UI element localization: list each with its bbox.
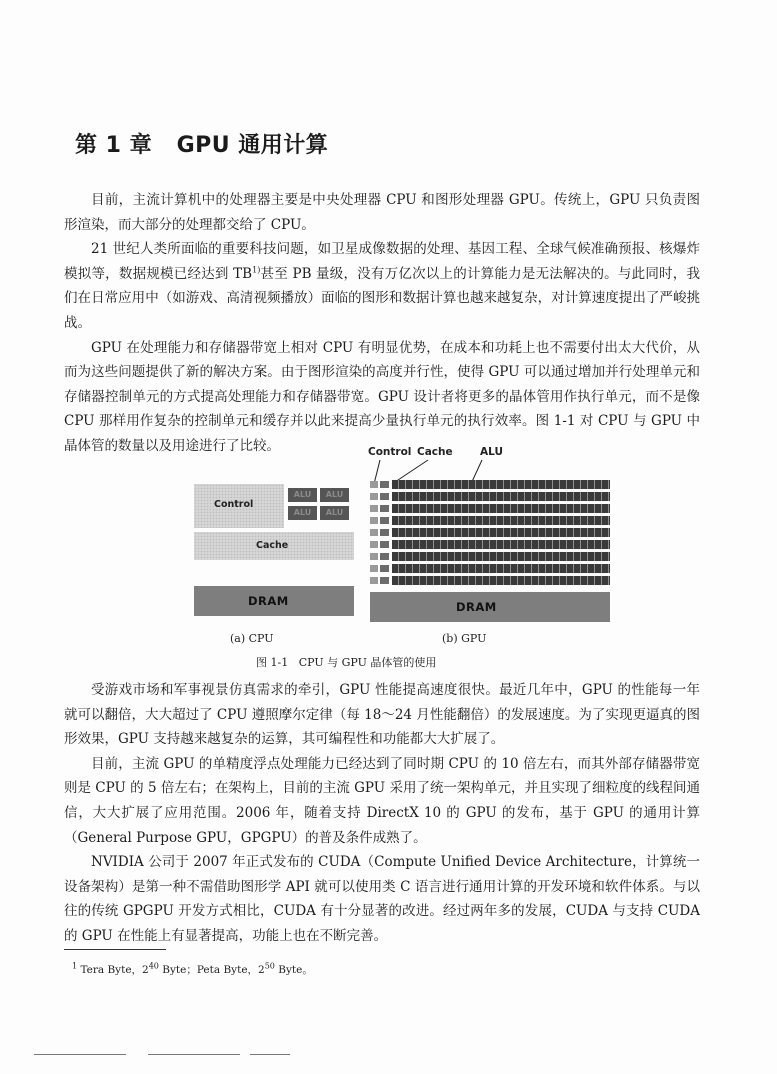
paragraph: 受游戏市场和军事视景仿真需求的牵引，GPU 性能提高速度很快。最近几年中，GPU 的性能每一年就可以翻倍，大大超过了 CPU 遵照摩尔定律（每 18～24 月性能翻倍）的发展速度。为了实现更逼真的图形效果，GPU 支持越来越复杂的运算，其可编程性和功能都大大扩展了。	[64, 682, 700, 748]
intro-text	[64, 188, 700, 459]
gpu-row	[370, 492, 610, 501]
gpu-row	[370, 516, 610, 525]
gpu-alu-label: ALU	[480, 446, 503, 458]
gpu-dram-label: DRAM	[456, 600, 497, 614]
gpu-row	[370, 540, 610, 549]
figure-cpu-gpu	[190, 446, 610, 676]
cpu-dram-label: DRAM	[248, 594, 289, 608]
scan-artifact-line	[34, 1054, 126, 1055]
cpu-alu: ALU	[320, 488, 349, 502]
cpu-diagram	[194, 484, 358, 624]
scan-artifact-line	[148, 1054, 240, 1055]
cpu-control-label: Control	[214, 499, 254, 510]
paragraph: GPU 在处理能力和存储器带宽上相对 CPU 有明显优势，在成本和功耗上也不需要付出太大代价，从而为这些问题提供了新的解决方案。由于图形渲染的高度并行性，使得 GPU 可以通过增加并行处理单元和存储器控制单元的方式提高处理能力和存储器带宽。GPU 设计者将更多的晶体管用作执行单元，而不是像 CPU 那样用作复杂的控制单元和缓存并以此来提高少量执行单元的执行效率。图 1-1 对 CPU 与 GPU 中晶体管的数量以及用途进行了比较。	[64, 339, 700, 454]
chapter-title: 第 1 章 GPU 通用计算	[75, 133, 329, 158]
cpu-alu: ALU	[288, 488, 317, 502]
paragraph: 目前，主流 GPU 的单精度浮点处理能力已经达到了同时期 CPU 的 10 倍左右，而其外部存储器带宽则是 CPU 的 5 倍左右；在架构上，目前的主流 GPU 采用了统一架构单元，并且实现了细粒度的线程间通信，大大扩展了应用范围。2006 年，随着支持 DirectX 10 的 GPU 的发布，基于 GPU 的通用计算（General Purpose GPU，GPGPU）的普及条件成熟了。	[64, 755, 700, 846]
caption-b: (b) GPU	[442, 632, 487, 645]
paragraph: 21 世纪人类所面临的重要科技问题，如卫星成像数据的处理、基因工程、全球气候准确预报、核爆炸模拟等，数据规模已经达到 TB$^{1)}$甚至 PB 量级，没有万亿次以上的计算能力是无法解决的。与此同时，我们在日常应用中（如游戏、高清视频播放）面临的图形和数据计算也越来越复杂，对计算速度提出了严峻挑战。	[64, 241, 701, 331]
footnote-divider	[64, 949, 166, 950]
gpu-row	[370, 564, 610, 573]
gpu-row	[370, 504, 610, 513]
gpu-cache-label: Cache	[417, 446, 453, 458]
caption-a: (a) CPU	[230, 632, 274, 645]
main-text	[64, 678, 700, 949]
cpu-cache-label: Cache	[256, 540, 289, 551]
gpu-control-label: Control	[368, 446, 412, 458]
footnote-ref: 1)	[252, 265, 261, 275]
gpu-row	[370, 576, 610, 585]
gpu-diagram	[370, 468, 610, 626]
footnote: $^1$ Tera Byte，$2^{40}$ Byte；Peta Byte，$2^{50}$ Byte。	[72, 961, 313, 976]
gpu-row	[370, 552, 610, 561]
scan-artifact-line	[250, 1054, 290, 1055]
figure-caption: 图 1-1 CPU 与 GPU 晶体管的使用	[256, 656, 437, 669]
gpu-row	[370, 480, 610, 489]
cpu-alu: ALU	[320, 506, 349, 520]
paragraph: 目前，主流计算机中的处理器主要是中央处理器 CPU 和图形处理器 GPU。传统上，GPU 只负责图形渲染，而大部分的处理都交给了 CPU。	[64, 192, 700, 233]
paragraph: NVIDIA 公司于 2007 年正式发布的 CUDA（Compute Unified Device Architecture，计算统一设备架构）是第一种不需借助图形学 API 就可以使用类 C 语言进行通用计算的开发环境和软件体系。与以往的传统 GPGPU 开发方式相比，CUDA 有十分显著的改进。经过两年多的发展，CUDA 与支持 CUDA 的 GPU 在性能上有显著提高，功能上也在不断完善。	[64, 854, 700, 944]
cpu-alu: ALU	[288, 506, 317, 520]
gpu-row	[370, 528, 610, 537]
